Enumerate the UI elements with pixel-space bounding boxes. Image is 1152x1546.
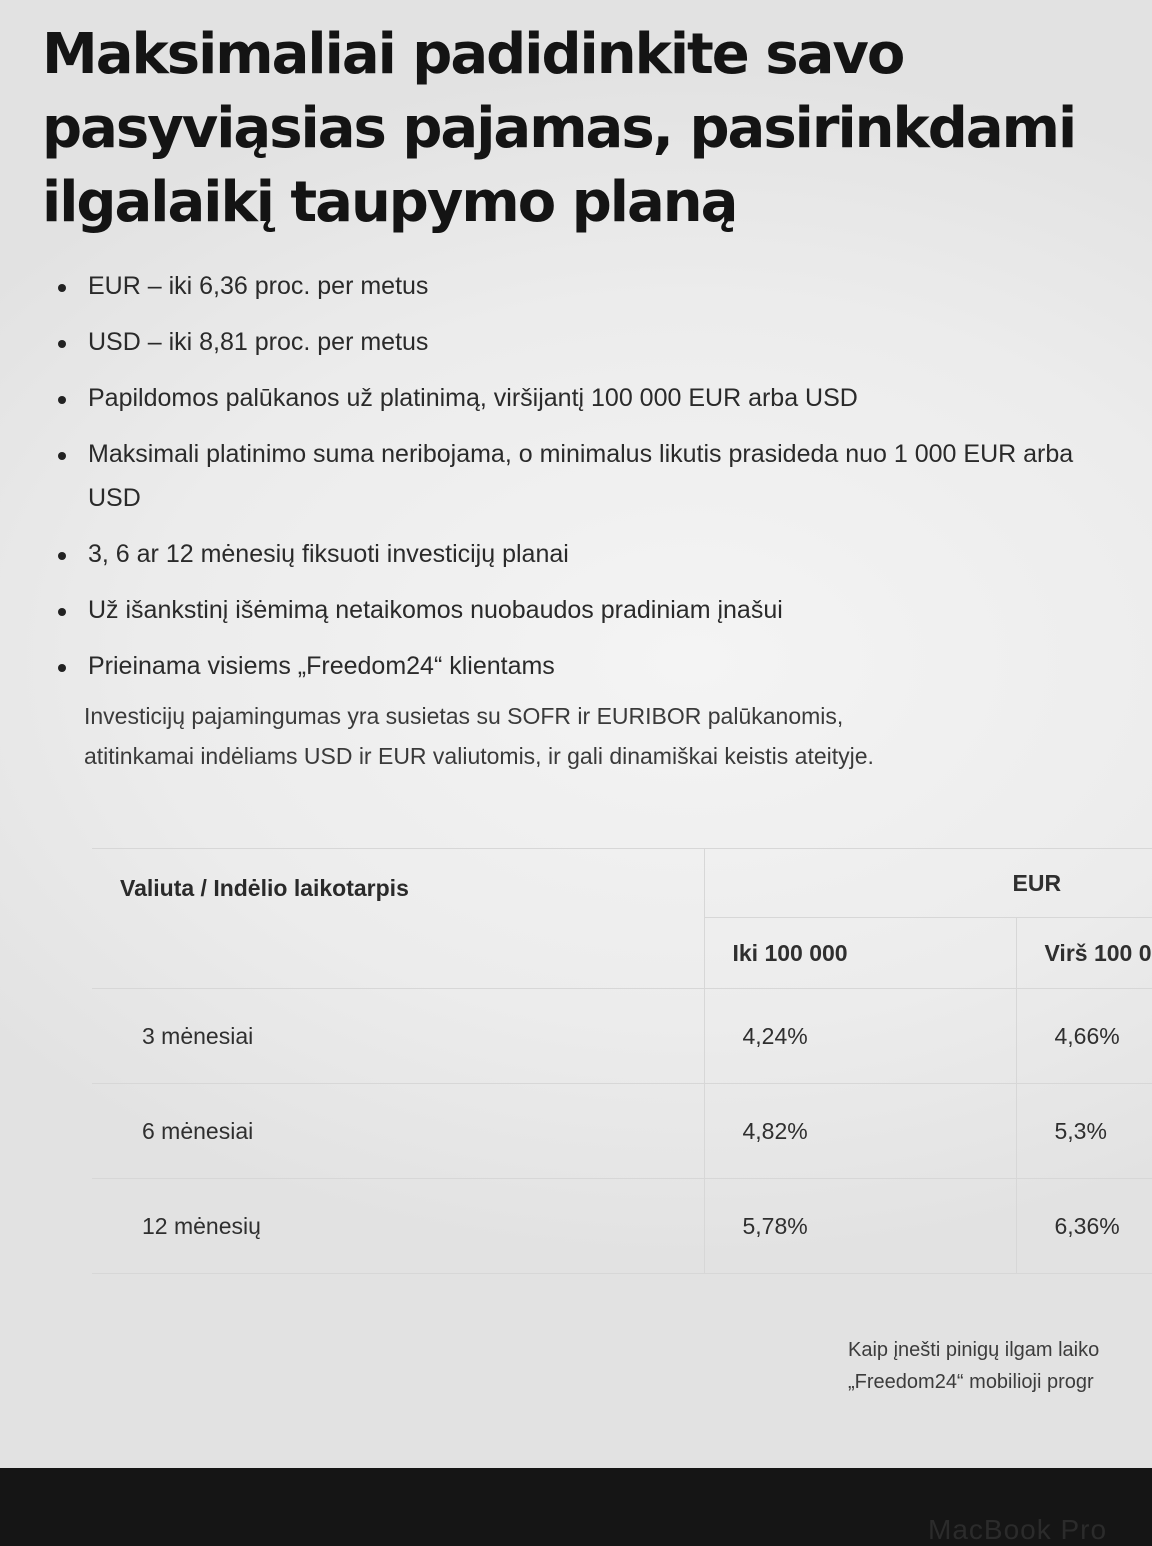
rate-cell: 5,78% — [704, 1179, 1016, 1274]
page-title — [42, 18, 1102, 240]
footer-links — [848, 1334, 1152, 1398]
footer-link-mobile-app[interactable]: „Freedom24“ mobilioji progr — [848, 1371, 1094, 1393]
rate-cell: 4,66% — [1016, 989, 1152, 1084]
table-row — [92, 1179, 1152, 1274]
rates-table — [92, 848, 1152, 1274]
rate-cell: 4,82% — [704, 1084, 1016, 1179]
title-line-1: Maksimaliai padidinkite savo — [42, 22, 904, 87]
rate-cell: 6,36% — [1016, 1179, 1152, 1274]
yield-note — [84, 696, 1084, 776]
period-cell: 3 mėnesiai — [92, 989, 704, 1084]
period-cell: 12 mėnesių — [92, 1179, 704, 1274]
period-cell: 6 mėnesiai — [92, 1084, 704, 1179]
feature-item-extra-interest: Papildomos palūkanos už platinimą, viršijantį 100 000 EUR arba USD — [58, 376, 1098, 420]
yield-note-line-1: Investicijų pajamingumas yra susietas su SOFR ir EURIBOR palūkanomis, — [84, 703, 844, 729]
rate-cell: 4,24% — [704, 989, 1016, 1084]
title-line-2: pasyviąsias pajamas, pasirinkdami — [42, 96, 1076, 161]
footer-link-deposit-guide[interactable]: Kaip įnešti pinigų ilgam laiko — [848, 1339, 1100, 1361]
yield-note-line-2: atitinkamai indėliams USD ir EUR valiutomis, ir gali dinamiškai keistis ateityje. — [84, 743, 874, 769]
feature-list — [58, 264, 1098, 688]
title-line-3: ilgalaikį taupymo planą — [42, 170, 737, 235]
column-header-currency: EUR — [704, 849, 1152, 918]
feature-item-eur: EUR – iki 6,36 proc. per metus — [58, 264, 1098, 308]
column-header-tier-1: Iki 100 000 — [704, 918, 1016, 989]
column-header-tier-2: Virš 100 0 — [1016, 918, 1152, 989]
feature-item-plans: 3, 6 ar 12 mėnesių fiksuoti investicijų planai — [58, 532, 1098, 576]
feature-item-usd: USD – iki 8,81 proc. per metus — [58, 320, 1098, 364]
rate-cell: 5,3% — [1016, 1084, 1152, 1179]
feature-item-availability: Prieinama visiems „Freedom24“ klientams — [58, 644, 1098, 688]
feature-item-limits: Maksimali platinimo suma neribojama, o minimalus likutis prasideda nuo 1 000 EUR arba USD — [58, 432, 1098, 520]
column-header-period: Valiuta / Indėlio laikotarpis — [92, 849, 704, 989]
feature-item-no-penalties: Už išankstinį išėmimą netaikomos nuobaudos pradiniam įnašui — [58, 588, 1098, 632]
table-header-row — [92, 849, 1152, 918]
table-row — [92, 989, 1152, 1084]
laptop-bezel-label: MacBook Pro — [928, 1514, 1108, 1545]
table-row — [92, 1084, 1152, 1179]
